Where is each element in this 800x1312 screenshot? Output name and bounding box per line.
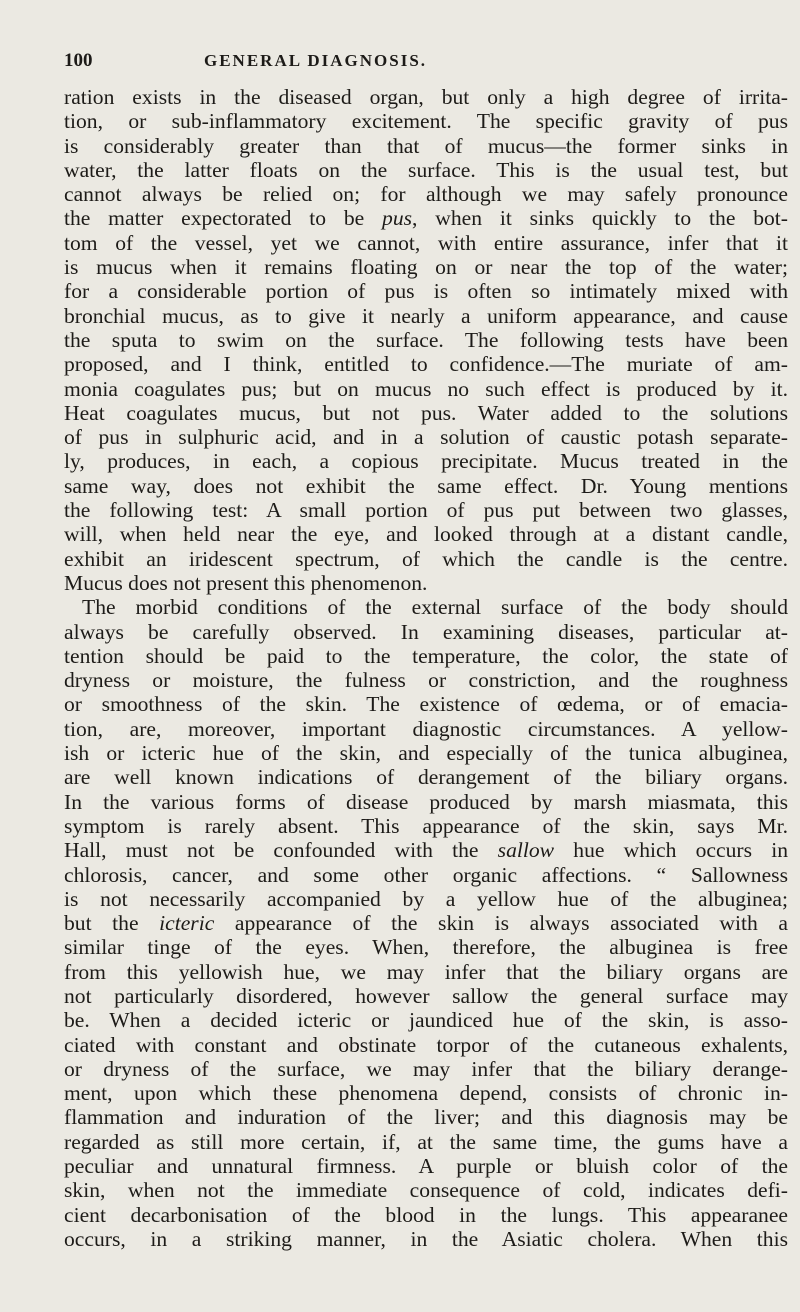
text-line: the sputa to swim on the surface. The following tests have been bbox=[64, 327, 788, 352]
text-line: dryness or moisture, the fulness or constriction, and the roughness bbox=[64, 668, 788, 693]
text-line: tion, are, moreover, important diagnostic circumstances. A yellow- bbox=[64, 716, 788, 741]
text-line: from this yellowish hue, we may infer that the biliary organs are bbox=[64, 959, 788, 984]
running-head: GENERAL DIAGNOSIS. bbox=[204, 51, 428, 70]
text-line: In the various forms of disease produced by marsh miasmata, this bbox=[64, 789, 788, 814]
text-line: Mucus does not present this phenomenon. bbox=[64, 570, 428, 595]
text-line: tion, or sub-inflammatory excitement. The specific gravity of pus bbox=[64, 109, 788, 134]
text-line: similar tinge of the eyes. When, therefore, the albuginea is free bbox=[64, 935, 788, 960]
text-line: flammation and induration of the liver; and this diagnosis may be bbox=[64, 1105, 788, 1130]
text-line: or dryness of the surface, we may infer that the biliary derange- bbox=[64, 1056, 788, 1081]
text-line: cient decarbonisation of the blood in the lungs. This appearanee bbox=[64, 1202, 788, 1227]
text-line bbox=[64, 838, 788, 862]
page-header bbox=[64, 50, 754, 74]
text-line bbox=[64, 911, 788, 935]
text-line: or smoothness of the skin. The existence of œdema, or of emacia- bbox=[64, 692, 788, 717]
text-line: Heat coagulates mucus, but not pus. Water added to the solutions bbox=[64, 400, 788, 425]
italic-word: pus bbox=[382, 206, 413, 231]
text-line: is mucus when it remains floating on or near the top of the water; bbox=[64, 255, 788, 280]
text-segment: hue which occurs in bbox=[554, 838, 788, 863]
italic-word: sallow bbox=[497, 838, 555, 863]
text-line: regarded as still more certain, if, at the same time, the gums have a bbox=[64, 1129, 788, 1154]
text-line: will, when held near the eye, and looked through at a distant candle, bbox=[64, 522, 788, 547]
text-line: of pus in sulphuric acid, and in a solution of caustic potash separate- bbox=[64, 425, 788, 450]
text-line: tention should be paid to the temperature, the color, the state of bbox=[64, 643, 788, 668]
text-line: ment, upon which these phenomena depend, consists of chronic in- bbox=[64, 1081, 788, 1106]
page-number: 100 bbox=[64, 50, 93, 71]
text-line: exhibit an iridescent spectrum, of which the candle is the centre. bbox=[64, 546, 788, 571]
text-line: ly, produces, in each, a copious precipitate. Mucus treated in the bbox=[64, 449, 788, 474]
text-line: bronchial mucus, as to give it nearly a uniform appearance, and cause bbox=[64, 303, 788, 328]
text-line: is considerably greater than that of mucus—the former sinks in bbox=[64, 133, 788, 158]
text-line: ration exists in the diseased organ, but only a high degree of irrita- bbox=[64, 85, 788, 109]
italic-word: icteric bbox=[159, 911, 215, 936]
text-line: are well known indications of derangement of the biliary organs. bbox=[64, 765, 788, 790]
text-segment: but the bbox=[64, 911, 160, 936]
text-line: ish or icteric hue of the skin, and especially of the tunica albuginea, bbox=[64, 741, 788, 766]
text-line: monia coagulates pus; but on mucus no such effect is produced by it. bbox=[64, 376, 788, 401]
text-segment: Hall, must not be confounded with the bbox=[64, 838, 498, 863]
text-line: for a considerable portion of pus is often so intimately mixed with bbox=[64, 279, 788, 304]
text-line: proposed, and I think, entitled to confidence.—The muriate of am- bbox=[64, 352, 788, 377]
text-segment: , when it sinks quickly to the bot- bbox=[412, 206, 788, 231]
text-line: always be carefully observed. In examining diseases, particular at- bbox=[64, 619, 788, 644]
text-line: same way, does not exhibit the same effect. Dr. Young mentions bbox=[64, 473, 788, 498]
text-line: The morbid conditions of the external surface of the body should bbox=[82, 595, 788, 620]
text-line: chlorosis, cancer, and some other organic affections. “ Sallowness bbox=[64, 862, 788, 887]
text-segment: the matter expectorated to be bbox=[64, 206, 383, 231]
text-line: occurs, in a striking manner, in the Asiatic cholera. When this bbox=[64, 1226, 788, 1251]
body-text bbox=[64, 85, 788, 1251]
text-line: skin, when not the immediate consequence of cold, indicates defi- bbox=[64, 1178, 788, 1203]
text-line: symptom is rarely absent. This appearance of the skin, says Mr. bbox=[64, 813, 788, 838]
text-line: be. When a decided icteric or jaundiced hue of the skin, is asso- bbox=[64, 1008, 788, 1033]
text-line: water, the latter floats on the surface. This is the usual test, but bbox=[64, 157, 788, 182]
text-line: not particularly disordered, however sallow the general surface may bbox=[64, 983, 788, 1008]
text-line: is not necessarily accompanied by a yellow hue of the albuginea; bbox=[64, 886, 788, 911]
text-line: tom of the vessel, yet we cannot, with entire assurance, infer that it bbox=[64, 230, 788, 255]
text-line: ciated with constant and obstinate torpor of the cutaneous exhalents, bbox=[64, 1032, 788, 1057]
text-line: peculiar and unnatural firmness. A purple or bluish color of the bbox=[64, 1154, 788, 1179]
text-segment: appearance of the skin is always associated with a bbox=[214, 911, 788, 936]
text-line: cannot always be relied on; for although we may safely pronounce bbox=[64, 182, 788, 207]
text-line bbox=[64, 206, 788, 230]
text-line: the following test: A small portion of pus put between two glasses, bbox=[64, 498, 788, 523]
